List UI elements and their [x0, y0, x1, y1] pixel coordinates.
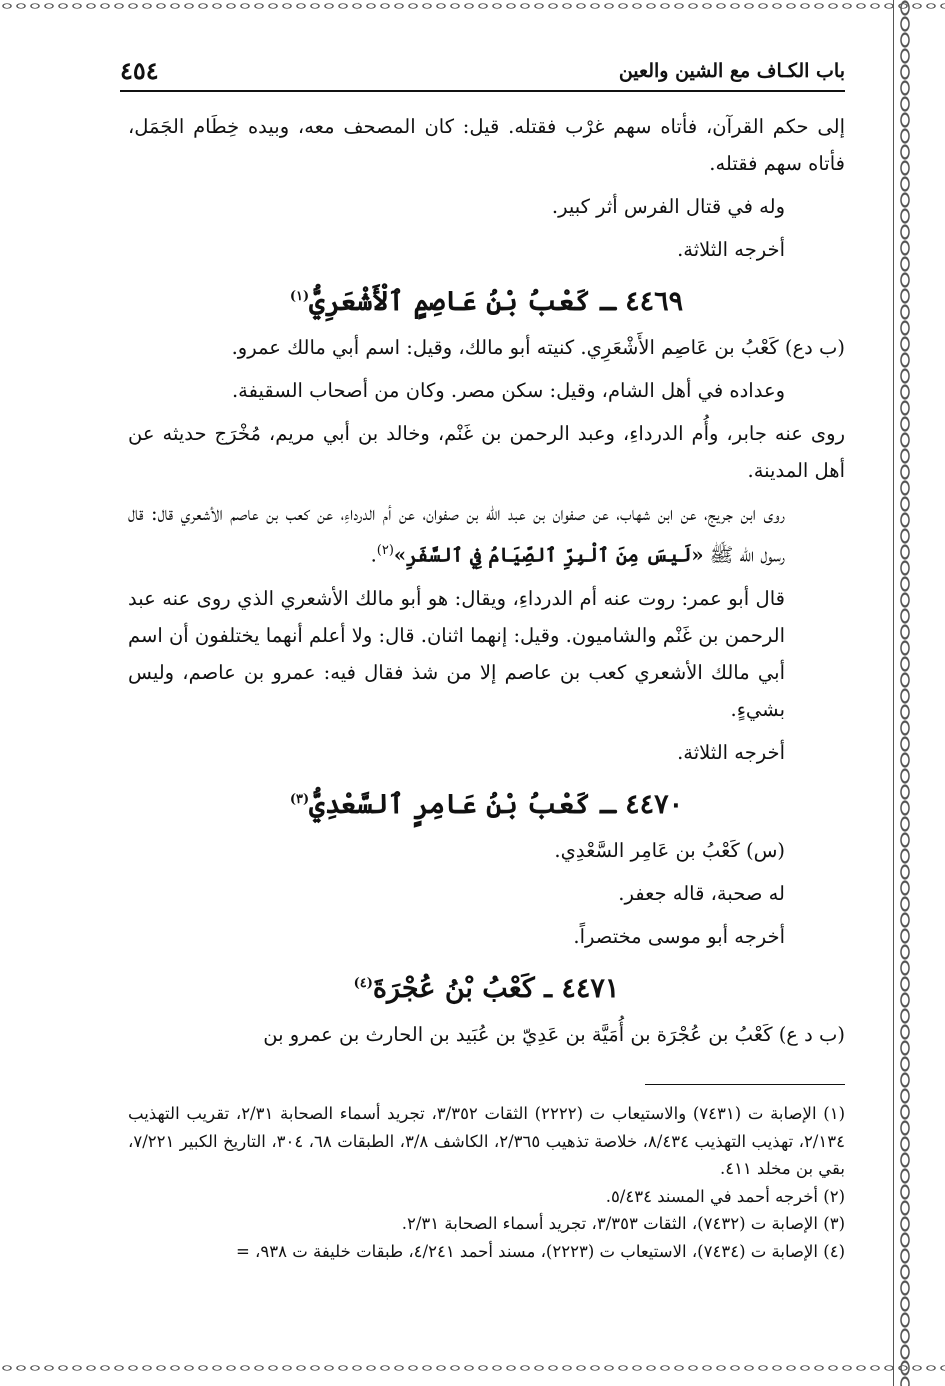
entry-heading-text: ٤٤٧٠ ـ كَعْبُ بْنُ عَامِرٍ ٱلسَّعْدِيُّ: [309, 788, 684, 820]
paragraph: (ب دع) كَعْبُ بن عَاصِم الأَشْعَرِي. كنيته أبو مالك، وقيل: اسم أبي مالك عمرو.: [231, 336, 845, 359]
paragraph: وعداده في أهل الشام، وقيل: سكن مصر. وكان من أصحاب السقيفة.: [231, 379, 785, 402]
entry-heading-4469: [128, 274, 845, 325]
paragraph: إلى حكم القرآن، فأتاه سهم غرْب فقتله. قيل: كان المصحف معه، وبيده خِطَام الجَمَل، فأتاه سهم فقتله.: [128, 115, 845, 175]
hadith-quote: «لَيسَ مِنَ ٱلْبِرِّ ٱلصِّيَامُ فِي ٱلسَّفَرِ»: [393, 543, 704, 567]
footnotes: [128, 1100, 845, 1300]
footnote-ref: (٢): [376, 543, 394, 558]
hadith-chain: روى ابن جريج، عن ابن شهاب، عن صفوان بن عبد الله بن صفوان، عن أم الدرداءِ، عن كعب بن عاصم الأشعري قال: قال رسول الله ﷺ: [128, 502, 785, 567]
footnote-separator: [645, 1084, 845, 1085]
entry-heading-text: ٤٤٧١ ـ كَعْبُ بْنُ عُجْرَةَ: [372, 972, 620, 1004]
entry-heading-4470: [128, 777, 845, 828]
paragraph: أخرجه الثلاثة.: [677, 740, 785, 764]
page-number: ٤٥٤: [120, 56, 159, 85]
footnote-ref: (٤): [353, 975, 373, 991]
chapter-title: باب الكـاف مع الشين والعين: [618, 60, 845, 82]
border-rule: [893, 0, 894, 1386]
entry-heading-4471: [128, 961, 845, 1012]
paragraph: روى عنه جابر، وأُم الدرداءِ، وعبد الرحمن بن غَنْم، وخالد بن أبي مريم، مُخْرَج حديثه عن أهل المدينة.: [128, 422, 845, 482]
paragraph: له صحبة، قاله جعفر.: [618, 881, 785, 905]
paragraph: (ب د ع) كَعْبُ بن عُجْرَة بن أُمَيَّة بن عَدِيّ بن عُبَيد بن الحارث بن عمرو بن: [263, 1022, 845, 1046]
paragraph: (س) كَعْبُ بن عَامِر السَّعْدِي.: [554, 838, 785, 862]
ornamental-border-bottom: [0, 1362, 945, 1374]
ornamental-border-right: [897, 0, 913, 1386]
paragraph: أخرجه الثلاثة.: [677, 238, 785, 261]
main-text: [128, 108, 845, 1098]
footnote: (٣) الإصابة ت (٧٤٣٢)، الثقات ٣/٣٥٣، تجريد أسماء الصحابة ٢/٣١.: [401, 1214, 845, 1233]
footnote: (٢) أخرجه أحمد في المسند ٥/٤٣٤.: [605, 1186, 845, 1206]
entry-heading-text: ٤٤٦٩ ـ كَعْبُ بْنُ عَاصِمٍ ٱلْأَشْعَرِيُّ: [309, 286, 684, 317]
ornamental-border-top: [0, 0, 945, 12]
sentence-end: .: [370, 543, 377, 567]
paragraph: أخرجه أبو موسى مختصراً.: [573, 924, 785, 948]
footnote: (٤) الإصابة ت (٧٤٣٤)، الاستيعاب ت (٢٢٢٣)، مسند أحمد ٤/٢٤١، طبقات خليفة ت ٩٣٨، =: [235, 1241, 845, 1261]
paragraph: [128, 495, 845, 574]
footnote: (١) الإصابة ت (٧٤٣١) والاستيعاب ت (٢٢٢٢) الثقات ٣/٣٥٢، تجريد أسماء الصحابة ٢/٣١، تقريب التهذيب ٢/١٣٤، تهذيب التهذيب ٨/٤٣٤، خلاصة تذهيب ٢/٣٦٥، الكاشف ٣/٨، الطبقات ٦٨، ٣٠٤، التاريخ الكبير ٧/٢٢١، بقي بن مخلد ٤١١.: [128, 1104, 845, 1178]
paragraph: قال أبو عمر: روت عنه أم الدرداءِ، ويقال: هو أبو مالك الأشعري الذي روى عنه عبد الرحمن بن غَنْم والشاميون. وقيل: إنهما اثنان. قال: ولا أعلم أنهما يختلفون أن اسم أبي مالك الأشعري كعب بن عاصم إلا من شذ فقال فيه: عمرو بن عاصم، وليس بشيءٍ.: [128, 586, 785, 721]
footnote-ref: (٣): [289, 791, 310, 807]
paragraph: وله في قتال الفرس أثر كبير.: [551, 195, 785, 218]
running-head: [120, 56, 845, 92]
footnote-ref: (١): [289, 289, 310, 304]
